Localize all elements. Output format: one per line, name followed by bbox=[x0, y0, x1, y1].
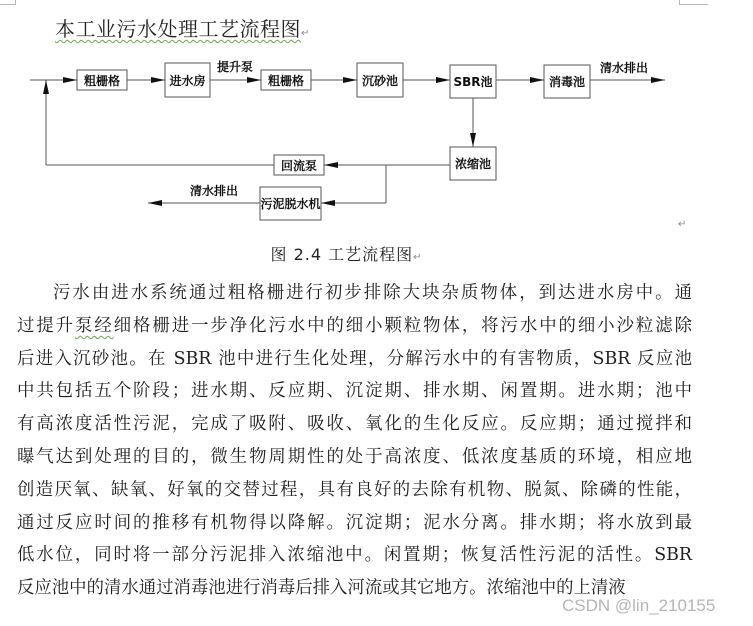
title-text: 本工业污水处理工艺流程图 bbox=[55, 17, 301, 41]
body-paragraph bbox=[17, 277, 692, 605]
body-line: 中共包括五个阶段；进水期、反应期、沉淀期、排水期、闲置期。进水期；池中 bbox=[17, 381, 692, 402]
body-line: 通过反应时间的推移有机物得以降解。沉淀期；泥水分离。排水期；将水放到最 bbox=[17, 512, 692, 533]
label-clean-water-out-sludge: 清水排出 bbox=[190, 184, 239, 198]
label-sbr-tank: SBR池 bbox=[453, 75, 493, 89]
label-sludge-dewatering: 污泥脱水机 bbox=[260, 197, 321, 211]
body-line bbox=[17, 310, 692, 343]
paragraph-mark-icon: ↵ bbox=[678, 219, 687, 230]
body-line: 创造厌氧、缺氧、好氧的交替过程，具有良好的去除有机物、脱氮、除磷的性能， bbox=[17, 479, 692, 500]
body-line: 后进入沉砂池。在 SBR 池中进行生化处理，分解污水中的有害物质，SBR 反应池 bbox=[17, 348, 692, 369]
label-grit-chamber: 沉砂池 bbox=[361, 74, 399, 88]
process-flow-diagram bbox=[0, 0, 753, 240]
spellcheck-underlined-text: 泵经 bbox=[75, 315, 114, 336]
caption-text: 图 2.4 工艺流程图 bbox=[270, 245, 414, 264]
label-lift-pump: 提升泵 bbox=[217, 60, 254, 74]
paragraph-mark-icon: ↵ bbox=[413, 252, 423, 263]
label-clean-water-out: 清水排出 bbox=[600, 61, 649, 75]
label-coarse-screen-1: 粗栅格 bbox=[83, 74, 121, 88]
label-inlet-room: 进水房 bbox=[169, 74, 206, 88]
paragraph-mark-icon: ↵ bbox=[301, 28, 310, 39]
label-return-pump: 回流泵 bbox=[280, 159, 318, 173]
body-line: 低水位，同时将一部分污泥排入浓缩池中。闲置期；恢复活性污泥的活性。SBR bbox=[17, 545, 692, 566]
body-line-segment: 细格栅进一步净化污水中的细小颗粒物体，将污水中的细小沙粒滤除 bbox=[113, 315, 692, 336]
label-disinfection-tank: 消毒池 bbox=[548, 75, 586, 89]
figure-caption bbox=[0, 242, 693, 265]
label-coarse-screen-2: 粗栅格 bbox=[267, 74, 305, 88]
body-line: 曝气达到处理的目的，微生物周期性的处于高浓度、低浓度基质的环境，相应地 bbox=[17, 446, 692, 467]
body-line: 反应池中的清水通过消毒池进行消毒后排入河流或其它地方。浓缩池中的上清液 bbox=[17, 578, 626, 599]
body-line: 污水由进水系统通过粗格栅进行初步排除大块杂质物体，到达进水房中。通 bbox=[53, 283, 692, 303]
body-line: 有高浓度活性污泥，完成了吸附、吸收、氧化的生化反应。反应期；通过搅拌和 bbox=[17, 414, 692, 435]
watermark: CSDN @lin_210155 bbox=[562, 596, 716, 615]
label-thickener: 浓缩池 bbox=[454, 157, 492, 171]
body-line-segment: 过提升 bbox=[17, 315, 76, 336]
